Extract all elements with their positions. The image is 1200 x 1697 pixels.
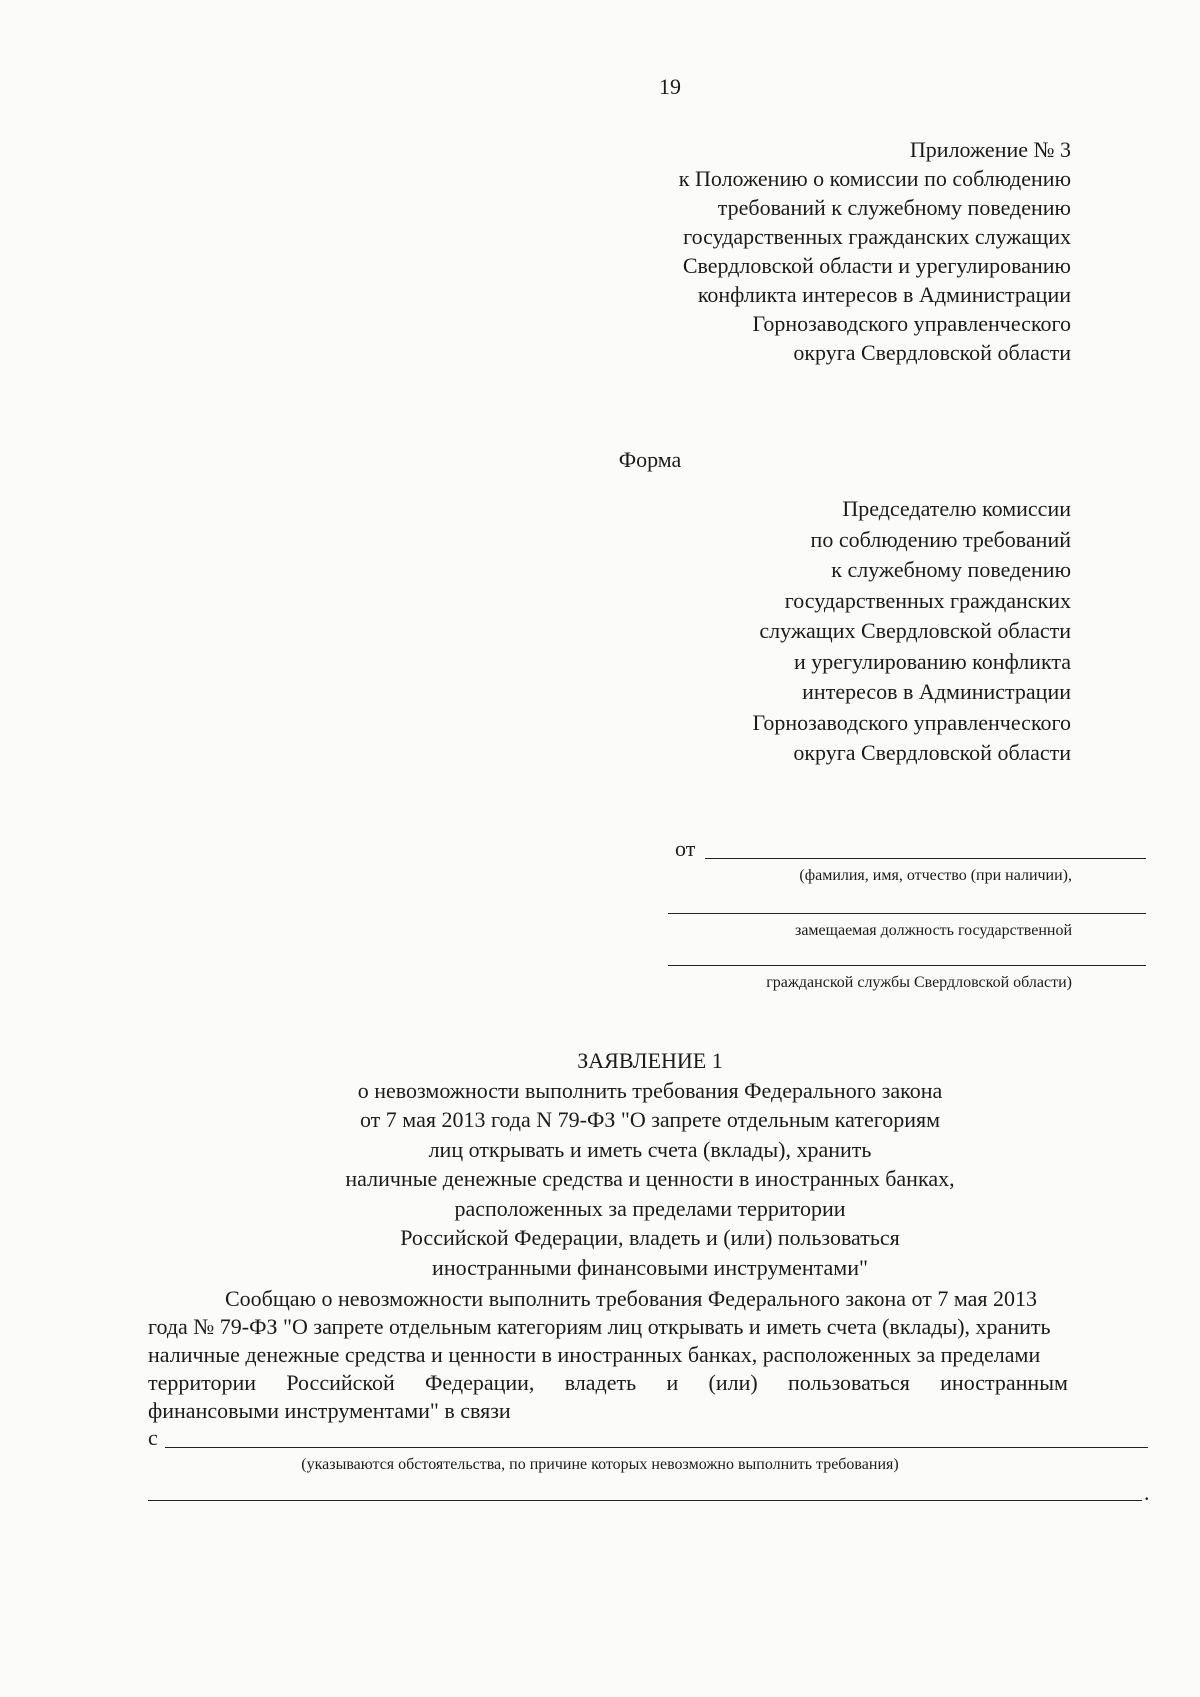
statement-subtitle-line: Российской Федерации, владеть и (или) пользоваться [400,1225,900,1250]
body-word: Федерации, [425,1370,535,1395]
appendix-line: округа Свердловской области [793,340,1071,365]
body-word: (или) [708,1370,758,1395]
reason-field-line-2[interactable] [148,1500,1142,1501]
appendix-line: Горнозаводского управленческого [752,311,1071,336]
statement-title: ЗАЯВЛЕНИЕ 1 [577,1048,723,1073]
service-caption: гражданской службы Свердловской области) [766,974,1072,991]
appendix-line: конфликта интересов в Администрации [697,282,1071,307]
statement-title-block [0,1046,1200,1282]
end-period: . [1144,1480,1150,1505]
body-line: года № 79-ФЗ "О запрете отдельным категориям лиц открывать и иметь счета (вклады), хранить [148,1314,1051,1339]
addressee-line: к служебному поведению [831,557,1071,582]
form-label: Форма [618,447,682,472]
addressee-line: государственных гражданских [784,587,1071,613]
position-field-line[interactable] [668,913,1146,914]
appendix-line: Приложение № 3 [909,137,1071,162]
page-number: 19 [659,74,681,99]
full-name-caption: (фамилия, имя, отчество (при наличии), [799,867,1072,884]
statement-subtitle-line: от 7 мая 2013 года N 79-ФЗ "О запрете отдельным категориям [359,1107,941,1132]
body-line: Сообщаю о невозможности выполнить требования Федерального закона от 7 мая 2013 [225,1286,1037,1311]
addressee-line: и урегулированию конфликта [793,648,1071,674]
body-word: и [666,1370,679,1395]
appendix-line: к Положению о комиссии по соблюдению [678,166,1071,191]
addressee-line: служащих Свердловской области [759,618,1071,643]
appendix-line: требований к служебному поведению [717,195,1071,220]
appendix-line: Свердловской области и урегулированию [682,253,1071,278]
reason-caption: (указываются обстоятельства, по причине которых невозможно выполнить требования) [301,1456,899,1473]
body-line: финансовыми инструментами" в связи [148,1398,511,1423]
statement-body [148,1285,1068,1425]
statement-subtitle-line: лиц открывать и иметь счета (вклады), хранить [428,1136,872,1162]
appendix-line: государственных гражданских служащих [683,224,1071,249]
body-word: пользоваться [787,1370,910,1395]
addressee-line: Горнозаводского управленческого [752,709,1071,735]
position-caption: замещаемая должность государственной [795,922,1072,939]
addressee-line: интересов в Администрации [802,679,1071,704]
statement-subtitle-line: иностранными финансовыми инструментами" [432,1254,868,1280]
body-word: иностранным [940,1370,1068,1395]
addressee-block [753,494,1071,769]
addressee-line: округа Свердловской области [793,740,1071,765]
addressee-line: Председателю комиссии [842,496,1071,521]
statement-subtitle-line: о невозможности выполнить требования Федерального закона [357,1077,943,1103]
addressee-line: по соблюдению требований [810,526,1071,552]
appendix-header [679,135,1071,367]
service-field-line[interactable] [668,965,1146,966]
body-word: территории [148,1370,257,1395]
body-line: наличные денежные средства и ценности в иностранных банках, расположенных за пределами [148,1342,1041,1367]
statement-subtitle-line: расположенных за пределами территории [454,1195,846,1221]
body-line-justified [148,1369,1068,1397]
body-word: владеть [564,1370,637,1395]
body-word: Российской [286,1370,395,1395]
reason-prefix: с [148,1425,158,1450]
reason-field-line[interactable] [165,1447,1148,1448]
from-label: от [675,836,696,861]
statement-subtitle-line: наличные денежные средства и ценности в иностранных банках, [345,1166,955,1191]
full-name-field-line[interactable] [705,858,1146,859]
